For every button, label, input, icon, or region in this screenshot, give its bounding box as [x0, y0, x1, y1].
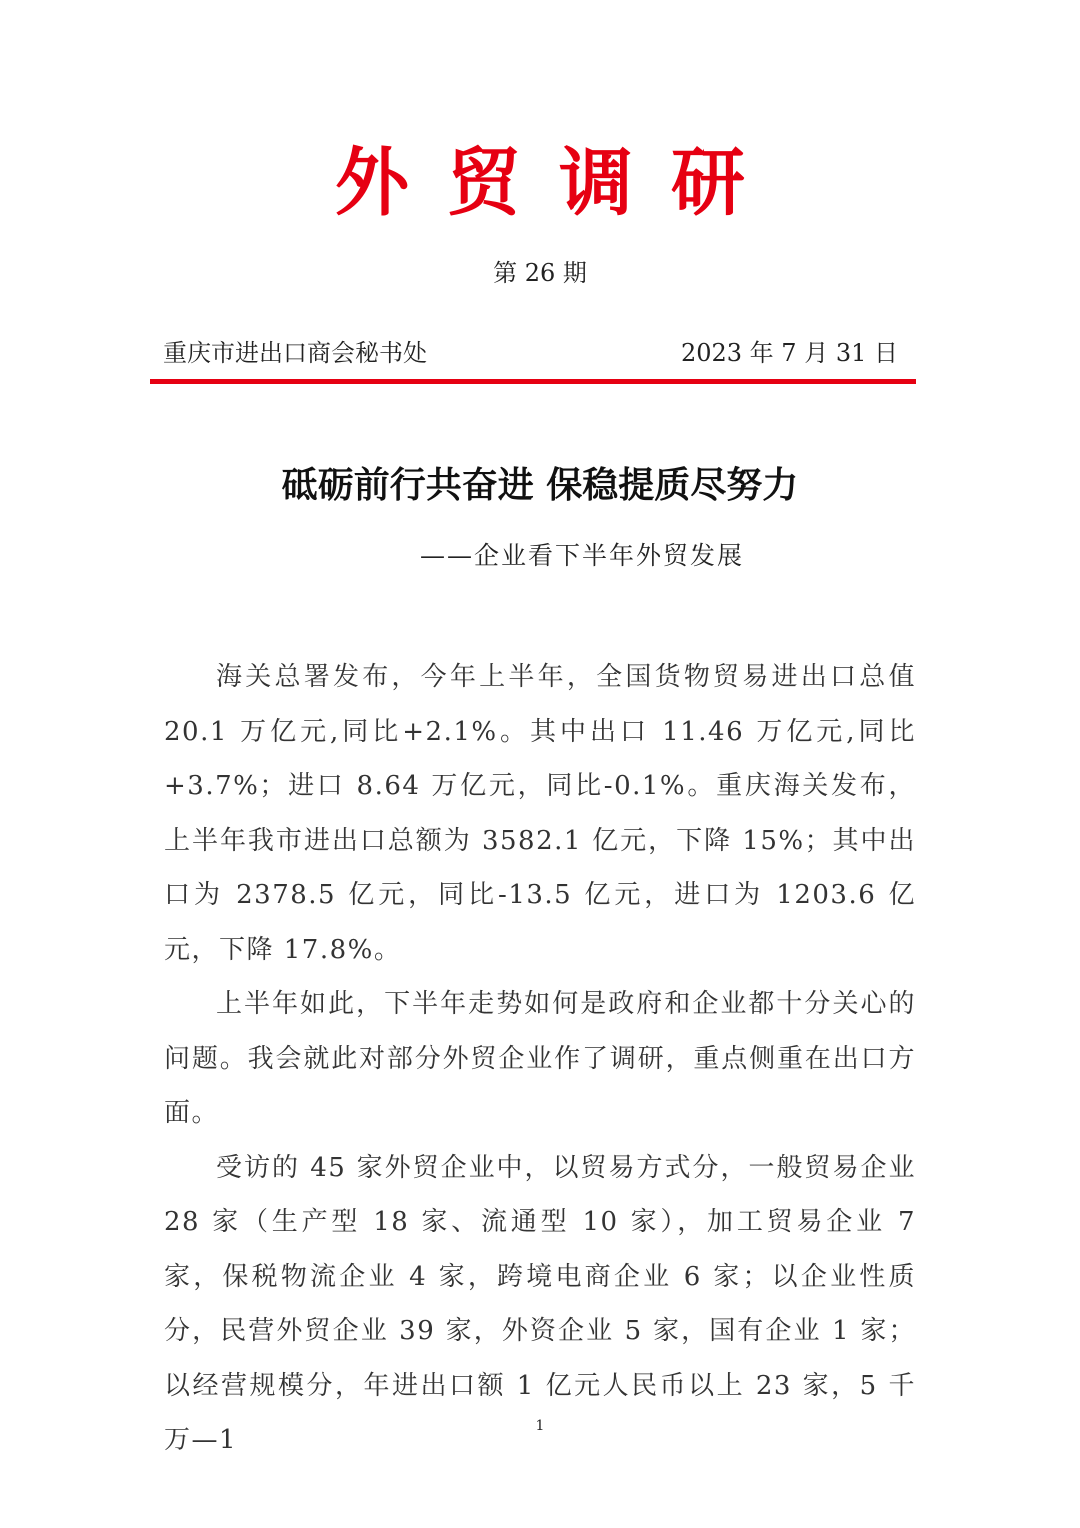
- article-body: [164, 650, 916, 1468]
- page-number: 1: [535, 1418, 545, 1434]
- issue-date: 2023 年 7 月 31 日: [680, 339, 898, 367]
- paragraph: 海关总署发布，今年上半年，全国货物贸易进出口总值 20.1 万亿元,同比+2.1%。其中出口 11.46 万亿元,同比+3.7%；进口 8.64 万亿元，同比-0.1%。重庆海关发布，上半年我市进出口总额为 3582.1 亿元，下降 15%；其中出口为 2378.5 亿元，同比-13.5 亿元，进口为 1203.6 亿元，下降 17.8%。: [164, 662, 916, 965]
- issuer-row: [163, 336, 898, 370]
- paragraph: 受访的 45 家外贸企业中，以贸易方式分，一般贸易企业 28 家（生产型 18 家、流通型 10 家），加工贸易企业 7 家，保税物流企业 4 家，跨境电商企业 6 家；以企业性质分，民营外贸企业 39 家，外资企业 5 家，国有企业 1 家；以经营规模分，年进出口额 1 亿元人民币以上 23 家，5 千万—1: [164, 1152, 916, 1455]
- issuer-name: 重庆市进出口商会秘书处: [163, 339, 427, 367]
- red-divider: [150, 379, 916, 384]
- masthead-title: 外贸调研: [335, 140, 783, 226]
- paragraph: 上半年如此，下半年走势如何是政府和企业都十分关心的问题。我会就此对部分外贸企业作了调研，重点侧重在出口方面。: [164, 989, 916, 1128]
- article-title: 砥砺前行共奋进 保稳提质尽努力: [281, 464, 799, 506]
- article-subtitle: ——企业看下半年外贸发展: [420, 541, 745, 570]
- issue-number: 第 26 期: [493, 259, 587, 287]
